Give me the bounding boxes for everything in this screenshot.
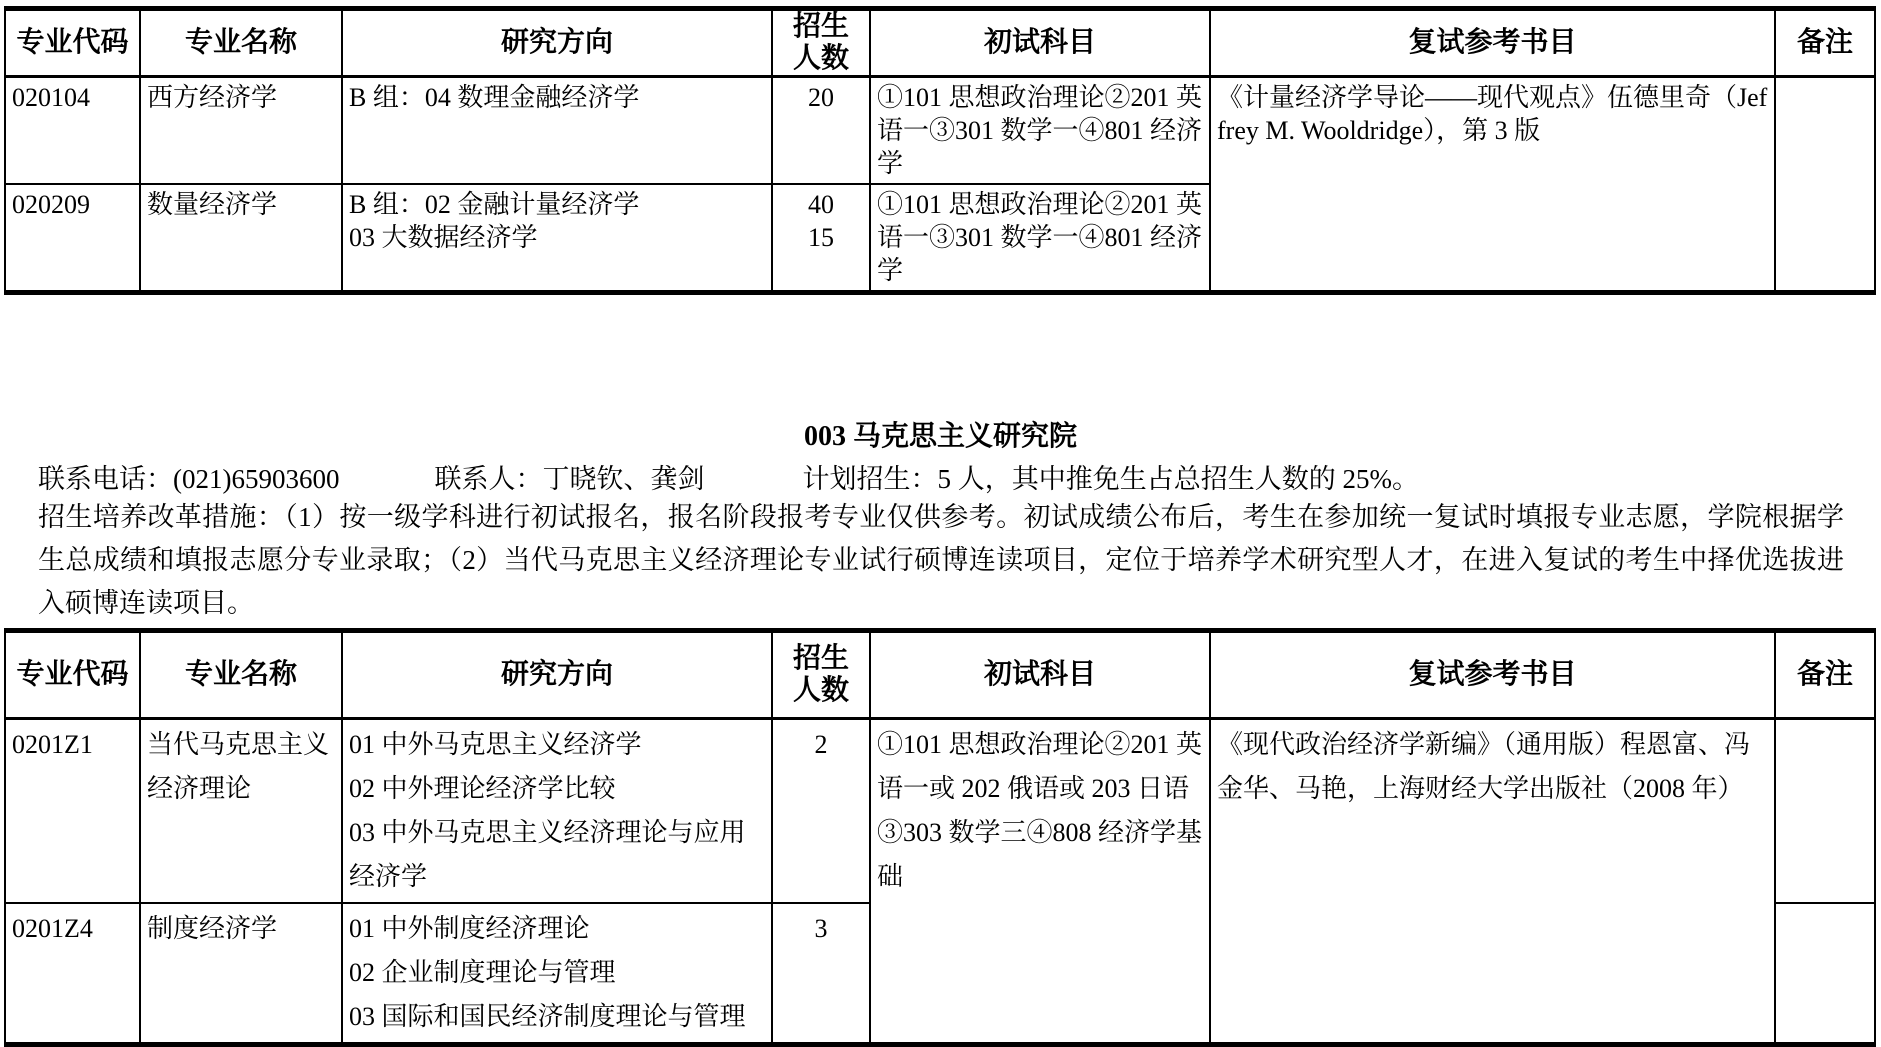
direction-item: 01 中外马克思主义经济学 — [349, 730, 642, 759]
contact-line — [38, 462, 1848, 496]
admissions-table-marxism — [4, 628, 1876, 1047]
major-name-cell: 数量经济学 — [140, 184, 342, 293]
enrollment-value: 2 — [814, 730, 828, 759]
enrollment-cell — [772, 719, 870, 904]
initial-exam-cell: ①101 思想政治理论②201 英语一③301 数学一④801 经济学 — [870, 77, 1210, 185]
direction-item: B 组：02 金融计量经济学 — [349, 190, 640, 219]
header-major-name: 专业名称 — [140, 631, 342, 719]
reform-measures-paragraph: 招生培养改革措施：（1）按一级学科进行初试报名，报名阶段报考专业仅供参考。初试成绩公布后，考生在参加统一复试时填报专业志愿，学院根据学生总成绩和填报志愿分专业录取；（2）当代马克思主义经济理论专业试行硕博连读项目，定位于培养学术研究型人才，在进入复试的考生中择优选拔进入硕博连读项目。 — [38, 502, 1844, 618]
research-direction-cell — [342, 903, 772, 1045]
table-row — [5, 77, 1875, 185]
direction-item: 03 中外马克思主义经济理论与应用经济学 — [349, 818, 746, 891]
major-name-cell: 制度经济学 — [140, 903, 342, 1045]
header-initial-exam: 初试科目 — [870, 9, 1210, 77]
header-remarks: 备注 — [1775, 9, 1875, 77]
planned-enrollment: 计划招生：5 人，其中推免生占总招生人数的 25%。 — [802, 464, 1419, 494]
enrollment-value: 3 — [814, 914, 828, 943]
enrollment-value: 40 — [808, 190, 834, 219]
retest-books-cell: 《计量经济学导论——现代观点》伍德里奇（Jeffrey M. Wooldridge），第 3 版 — [1210, 77, 1775, 293]
major-name-cell: 西方经济学 — [140, 77, 342, 185]
header-enrollment — [772, 631, 870, 719]
header-remarks: 备注 — [1775, 631, 1875, 719]
header-major-code: 专业代码 — [5, 9, 140, 77]
major-name-cell: 当代马克思主义经济理论 — [140, 719, 342, 904]
initial-exam-cell: ①101 思想政治理论②201 英语一③301 数学一④801 经济学 — [870, 184, 1210, 293]
enrollment-cell — [772, 184, 870, 293]
admissions-table-economics — [4, 6, 1876, 295]
header-retest-books: 复试参考书目 — [1210, 631, 1775, 719]
initial-exam-cell: ①101 思想政治理论②201 英语一或 202 俄语或 203 日语③303 数学三④808 经济学基础 — [870, 719, 1210, 1045]
header-major-name: 专业名称 — [140, 9, 342, 77]
direction-item: 02 企业制度理论与管理 — [349, 958, 616, 987]
header-research-direction: 研究方向 — [342, 9, 772, 77]
research-direction-cell — [342, 77, 772, 185]
table-row — [5, 719, 1875, 904]
major-code-cell: 0201Z1 — [5, 719, 140, 904]
enrollment-value: 15 — [808, 223, 834, 252]
research-direction-cell — [342, 719, 772, 904]
enrollment-cell — [772, 903, 870, 1045]
direction-item: 01 中外制度经济理论 — [349, 914, 590, 943]
header-major-code: 专业代码 — [5, 631, 140, 719]
table2-header-row — [5, 631, 1875, 719]
header-enrollment-line1: 招生 — [792, 11, 849, 42]
table1-header-row — [5, 9, 1875, 77]
header-enrollment — [772, 9, 870, 77]
remarks-cell — [1775, 77, 1875, 293]
header-enrollment-line2: 人数 — [792, 675, 849, 706]
direction-item: B 组：04 数理金融经济学 — [349, 83, 640, 112]
remarks-cell — [1775, 903, 1875, 1045]
section-title: 003 马克思主义研究院 — [803, 421, 1077, 452]
header-research-direction: 研究方向 — [342, 631, 772, 719]
remarks-cell — [1775, 719, 1875, 904]
major-code-cell: 020209 — [5, 184, 140, 293]
direction-item: 03 大数据经济学 — [349, 223, 538, 252]
header-enrollment-line1: 招生 — [792, 643, 849, 674]
major-code-cell: 020104 — [5, 77, 140, 185]
enrollment-value: 20 — [808, 83, 834, 112]
enrollment-cell — [772, 77, 870, 185]
contact-person: 联系人：丁晓钦、龚剑 — [434, 464, 705, 494]
retest-books-cell: 《现代政治经济学新编》（通用版）程恩富、冯金华、马艳，上海财经大学出版社（2008 年） — [1210, 719, 1775, 1045]
header-retest-books: 复试参考书目 — [1210, 9, 1775, 77]
header-initial-exam: 初试科目 — [870, 631, 1210, 719]
direction-item: 03 国际和国民经济制度理论与管理 — [349, 1002, 746, 1031]
research-direction-cell — [342, 184, 772, 293]
contact-phone: 联系电话：(021)65903600 — [38, 464, 340, 494]
major-code-cell: 0201Z4 — [5, 903, 140, 1045]
header-enrollment-line2: 人数 — [792, 43, 849, 74]
direction-item: 02 中外理论经济学比较 — [349, 774, 616, 803]
